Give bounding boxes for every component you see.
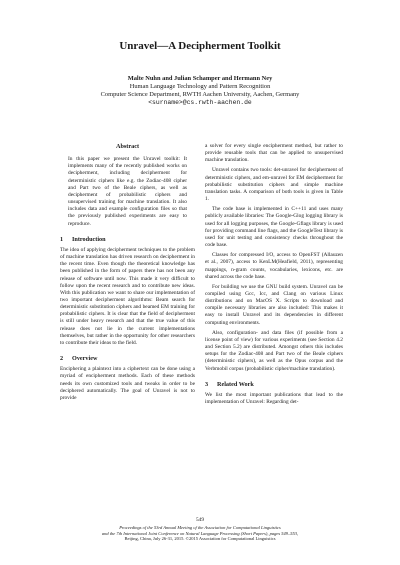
section-number: 1 <box>60 235 64 243</box>
author-email: <surname>@cs.rwth-aachen.de <box>148 99 252 106</box>
abstract-heading: Abstract <box>115 143 140 150</box>
footer-line-2: and the 7th International Joint Conference on Natural Language Processing (Short Papers), pages 549–553, <box>101 530 299 536</box>
section-number: 3 <box>205 380 209 388</box>
footer-line-3: Beijing, China, July 26-31, 2015. ©2015 Association for Computational Linguistics <box>124 536 276 542</box>
author-names: Malte Nuhn and Julian Schamper and Hermann Ney <box>127 75 273 82</box>
overview-continued-paragraph: a solver for every single encipherment method, but rather to provide reusable tools that can be applied to unsupervised machine translation. <box>205 143 343 164</box>
introduction-paragraph: The idea of applying decipherment techniques to the problem of machine translation has driven research on decipherment in the recent time. Even though the theoretical knowledge has been published in the form of papers there has not been any release of software until now. This made it very difficult to follow upon the recent research and to contribute new ideas. With this publication we want to share our implementation of two important decipherment algorithms: Beam search for deterministic substitution ciphers and beamed EM training for probabilistic ciphers. It is clear that the field of decipherment is still under heavy research and that the true value of this release does not lie in the current implementations themselves, but rather in the opportunity for other researchers to contribute their ideas to the field. <box>60 246 195 346</box>
section-heading-introduction <box>60 236 195 243</box>
abstract-text: In this paper we present the Unravel toolkit: It implements many of the recently published works on decipherment, including decipherment for deterministic ciphers like e.g. the Zodiac-408 cipher and Part two of the Beale ciphers, as well as decipherment of probabilistic ciphers and unsupervised training for machine translation. It also includes data and example configuration files so that the previously published experiments are easy to reproduce. <box>68 156 187 227</box>
footer-line-1: Proceedings of the 53rd Annual Meeting of the Association for Computational Linguistics <box>119 525 281 530</box>
right-column <box>205 143 343 406</box>
author-block <box>0 75 400 107</box>
affiliation-line-1: Human Language Technology and Pattern Recognition <box>129 83 271 90</box>
overview-paragraph: Enciphering a plaintext into a ciphertext can be done using a myriad of encipherment methods. Each of these methods needs its own customized tools and tweaks in order to be deciphered automatically. The goal of Unravel is not to provide <box>60 366 195 401</box>
proceedings-footer <box>0 525 400 542</box>
section-title: Overview <box>72 355 98 363</box>
section-heading-related-work <box>205 381 343 388</box>
section-title: Related Work <box>217 380 254 388</box>
section-number: 2 <box>60 355 64 363</box>
libraries-paragraph: The code base is implemented in C++11 and uses many publicly available libraries: The Google-Glog logging library is used for all logging purposes, the Google-Gflags library is used for providing command line flags, and the GoogleTest library is used for unit testing and consistency checks throughout the code base. <box>205 206 343 249</box>
section-title: Introduction <box>72 235 106 243</box>
abstract-body <box>68 156 187 228</box>
paper-title: Unravel—A Decipherment Toolkit <box>119 40 281 52</box>
build-paragraph: For building we use the GNU build system. Unravel can be compiled using Gcc, Icc, and Clang on various Linux distributions and on MacOS X. Scripts to download and compile necessary libraries are also included: This makes it easy to install Unravel and its dependencies in different computing environments. <box>205 283 343 326</box>
section-heading-overview <box>60 355 195 362</box>
classes-paragraph: Classes for compressed I/O, access to OpenFST (Allauzen et al., 2007), access to KenLM(Heafield, 2011), representing mappings, n-gram counts, vocabularies, lexicons, etc. are shared across the code base. <box>205 252 343 280</box>
tools-paragraph: Unravel contains two tools: det-unravel for decipherment of deterministic ciphers, and em-unravel for EM decipherment for probabilistic substitution ciphers and simple machine translation tasks. A comparison of both tools is given in Table 1. <box>205 167 343 203</box>
configuration-paragraph: Also, configuration- and data files (if possible from a license point of view) for various experiments (see Section 4.2 and Section 5.2) are distributed. Amongst others this includes setups for the Zodiac-408 and Part two of the Beale ciphers (deterministic ciphers), as well as the Opus corpus and the Verbmobil corpus (probabilistic cipher/machine translation). <box>205 329 343 372</box>
related-work-paragraph: We list the most important publications that lead to the implementation of Unravel: Regarding det- <box>205 391 343 405</box>
affiliation-line-2: Computer Science Department, RWTH Aachen University, Aachen, Germany <box>100 91 300 98</box>
page-number: 549 <box>195 517 205 523</box>
left-column <box>60 143 195 402</box>
